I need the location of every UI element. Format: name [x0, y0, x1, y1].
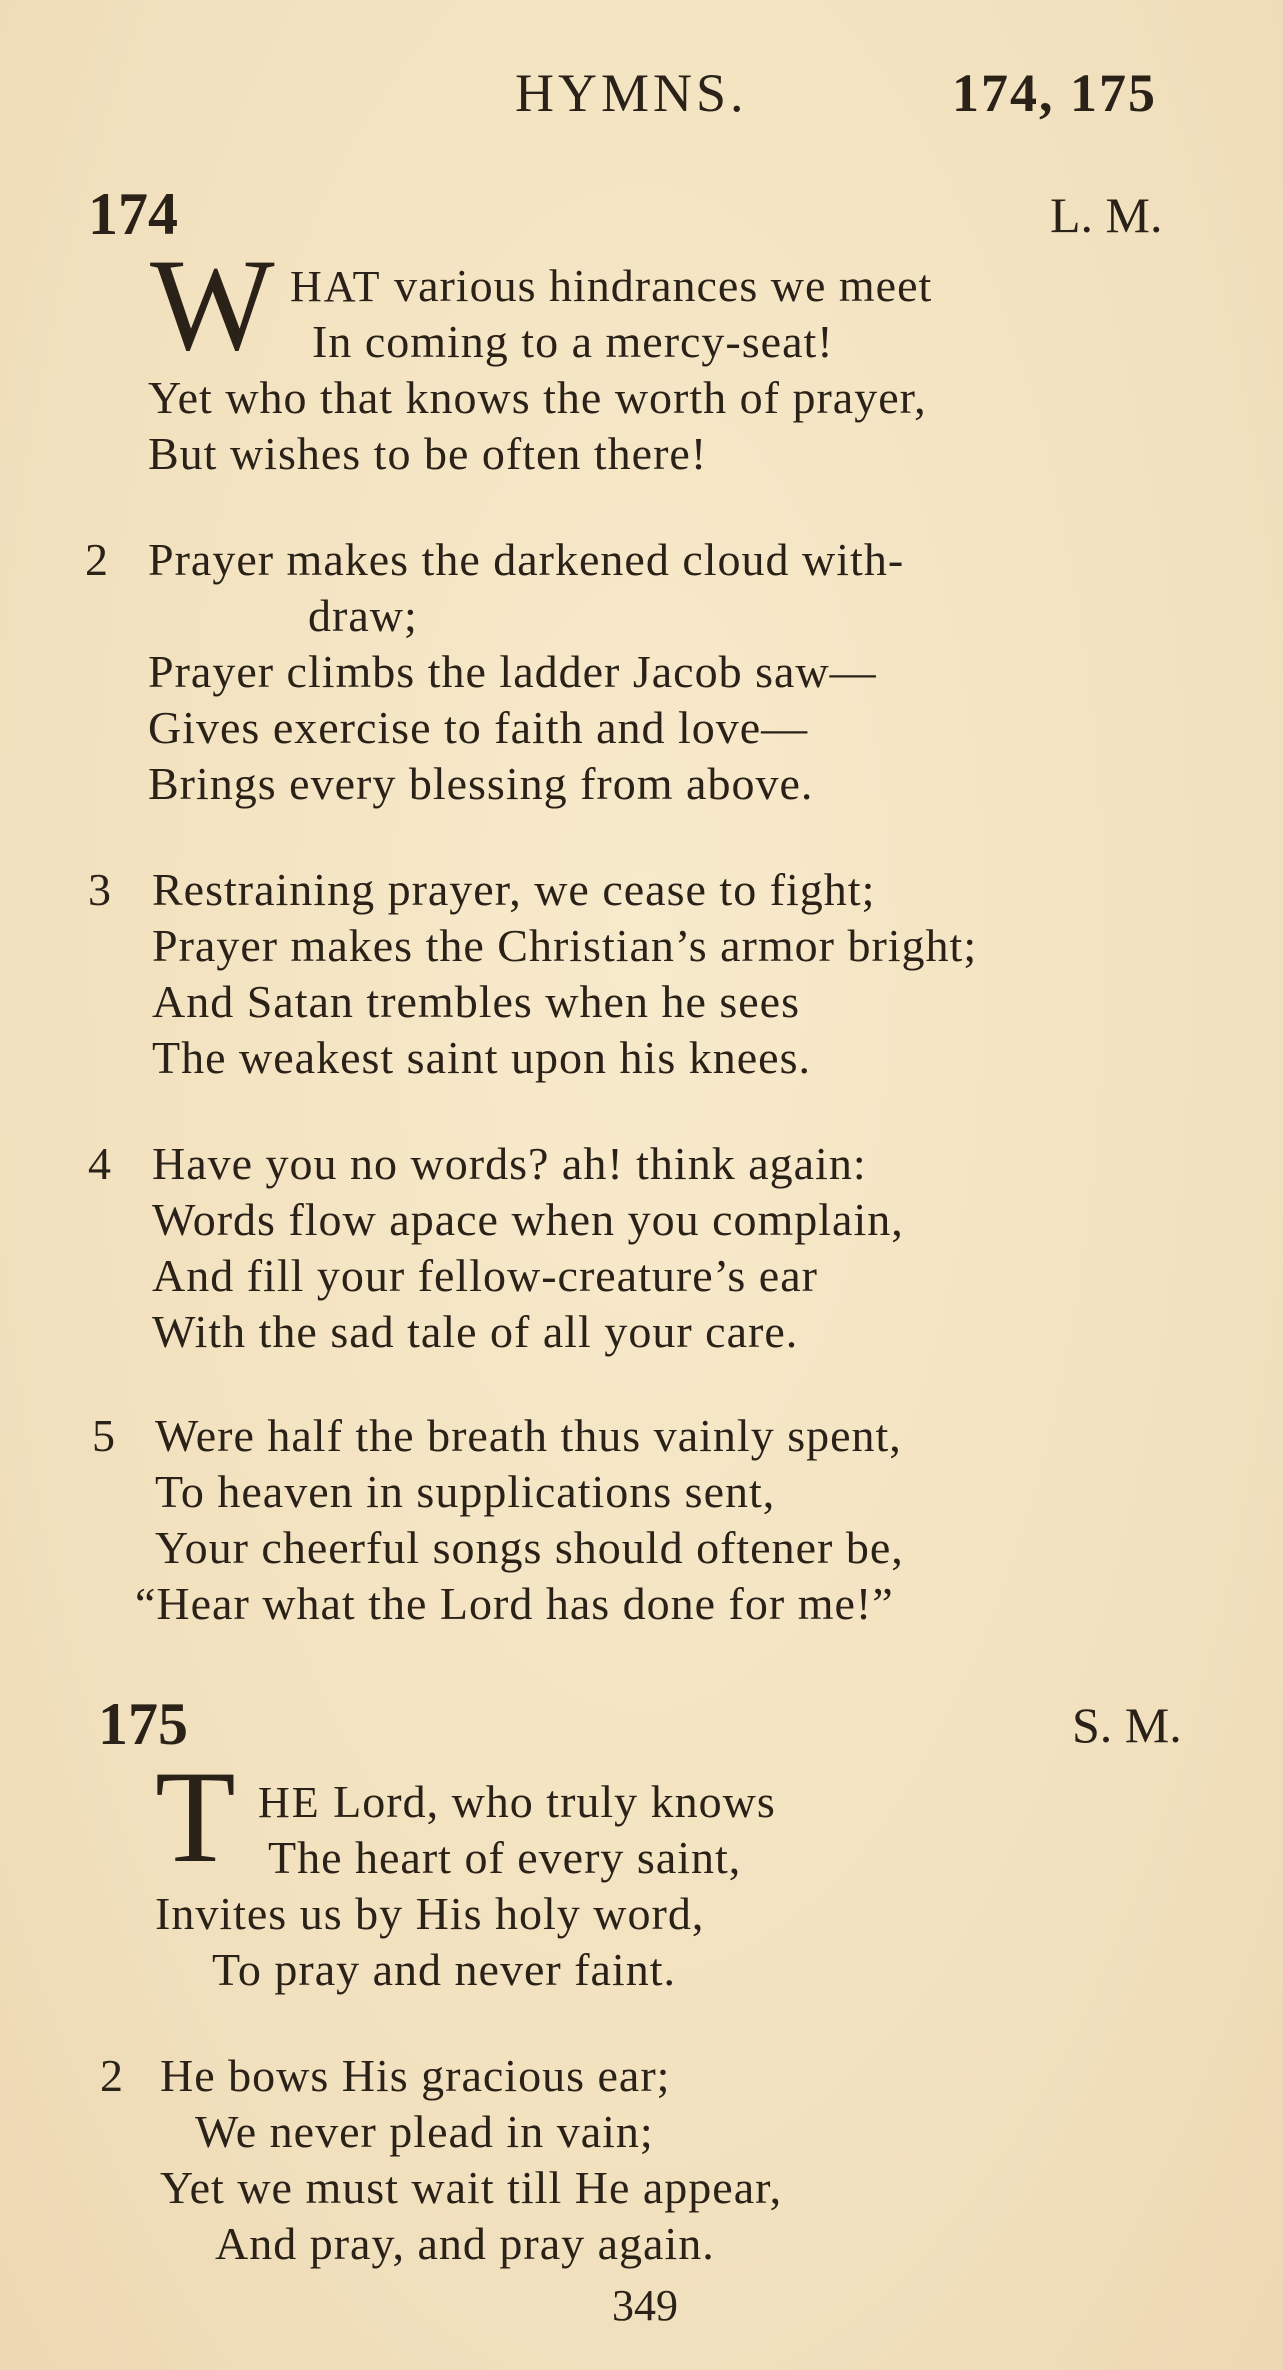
hymn-line: Prayer makes the Christian’s armor bright;: [152, 920, 978, 971]
hymn-line: In coming to a mercy-seat!: [312, 316, 834, 367]
hymn-line: And pray, and pray again.: [215, 2218, 715, 2269]
drop-cap: T: [155, 1743, 236, 1890]
stanza-number: 2: [100, 2050, 124, 2101]
hymn-line: Words flow apace when you complain,: [152, 1194, 904, 1245]
first-line-rest: various hindrances we meet: [381, 260, 933, 311]
stanza-number: 5: [92, 1410, 116, 1461]
hymn-line: We never plead in vain;: [195, 2106, 654, 2157]
stanza-number: 2: [85, 534, 109, 585]
hymn-line: He bows His gracious ear;: [160, 2050, 671, 2101]
first-line: [290, 258, 932, 315]
hymn-number: 174: [88, 181, 178, 247]
first-line-small-caps: HE: [258, 1778, 321, 1827]
hymn-line: And fill your fellow-creature’s ear: [152, 1250, 818, 1301]
running-title: HYMNS.: [515, 63, 748, 123]
hymn-line: And Satan trembles when he sees: [152, 976, 801, 1027]
hymn-line: Brings every blessing from above.: [148, 758, 814, 809]
hymn-line: Yet who that knows the worth of prayer,: [148, 372, 927, 423]
hymn-line: Invites us by His holy word,: [155, 1888, 705, 1939]
hymn-line: But wishes to be often there!: [148, 428, 708, 479]
hymn-number: 175: [98, 1691, 188, 1757]
hymn-line: Your cheerful songs should oftener be,: [155, 1522, 904, 1573]
hymn-line: Prayer makes the darkened cloud with-: [148, 534, 905, 585]
hymn-line: Were half the breath thus vainly spent,: [155, 1410, 902, 1461]
hymn-line: draw;: [308, 590, 418, 641]
hymn-line: Restraining prayer, we cease to fight;: [152, 864, 876, 915]
first-line-small-caps: HAT: [290, 262, 382, 311]
page-number: 349: [612, 2281, 678, 2330]
hymn-line: “Hear what the Lord has done for me!”: [135, 1578, 894, 1629]
hymn-line: Prayer climbs the ladder Jacob saw—: [148, 646, 877, 697]
drop-cap: W: [150, 231, 275, 378]
hymn-line: Have you no words? ah! think again:: [152, 1138, 867, 1189]
hymn-line: The weakest saint upon his knees.: [152, 1032, 811, 1083]
hymn-line: The heart of every saint,: [268, 1832, 742, 1883]
hymn-meter: L. M.: [1050, 187, 1163, 243]
first-line: [258, 1774, 776, 1831]
running-hymn-numbers: 174, 175: [952, 63, 1157, 123]
stanza-number: 3: [88, 864, 112, 915]
hymn-meter: S. M.: [1072, 1697, 1182, 1753]
first-line-rest: Lord, who truly knows: [320, 1776, 776, 1827]
hymn-line: To heaven in supplications sent,: [155, 1466, 776, 1517]
hymn-line: With the sad tale of all your care.: [152, 1306, 799, 1357]
stanza-number: 4: [88, 1138, 112, 1189]
hymn-line: To pray and never faint.: [212, 1944, 676, 1995]
hymn-line: Yet we must wait till He appear,: [160, 2162, 783, 2213]
hymn-line: Gives exercise to faith and love—: [148, 702, 809, 753]
